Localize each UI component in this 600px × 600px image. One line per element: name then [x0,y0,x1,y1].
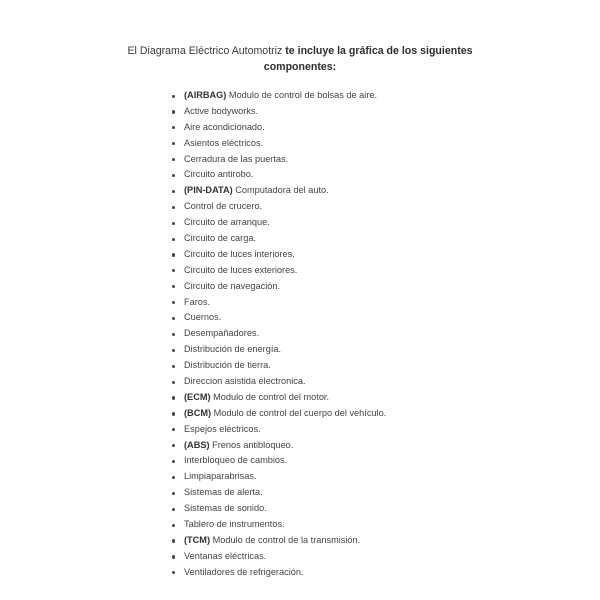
bullet-icon [172,539,175,542]
component-code: (AIRBAG) [184,90,227,100]
component-code: (ABS) [184,439,210,450]
bullet-icon [172,110,175,113]
component-list-item [172,88,386,104]
component-text: Ventanas eléctricas. [184,550,267,561]
bullet-icon [172,333,175,336]
component-text: Ventiladores de refrigeración. [184,566,304,577]
component-text: Modulo de control de la transmisión. [212,534,361,545]
intro-heading [120,43,480,75]
component-list-item [172,342,386,358]
bullet-icon [172,301,175,304]
component-text: Faros. [184,296,211,307]
component-text: Distribución de tierra. [184,360,271,371]
component-list-item [172,247,386,263]
component-text: Control de crucero. [184,201,263,212]
component-text: Espejos eléctricos. [184,423,261,434]
bullet-icon [172,222,175,225]
bullet-icon [172,460,175,463]
bullet-icon [172,253,175,256]
component-list-item [172,549,386,565]
bullet-icon [172,269,175,272]
component-text: Circuito de navegación. [184,280,281,291]
component-text: Aire acondicionado. [184,121,265,132]
component-list-item [172,453,386,469]
component-list-item [172,485,386,501]
bullet-icon [172,508,175,511]
bullet-icon [172,317,175,320]
component-list-item [172,215,386,231]
bullet-icon [172,412,175,415]
bullet-icon [172,126,175,129]
component-text: Circuito de luces interiores. [184,248,295,259]
component-list-item [172,422,386,438]
component-text: Modulo de control del motor. [213,391,330,402]
component-list-item [172,263,386,279]
component-text: Distribución de energía. [184,344,282,355]
bullet-icon [172,492,175,495]
component-list-item [172,104,386,120]
bullet-icon [172,190,175,193]
bullet-icon [172,476,175,479]
component-list-item [172,390,386,406]
component-list-item [172,199,386,215]
component-list-item [172,469,386,485]
component-text: Sistemas de alerta. [184,487,263,498]
component-list-item [172,279,386,295]
bullet-icon [172,365,175,368]
component-text: Asientos eléctricos. [184,137,264,148]
bullet-icon [172,238,175,241]
component-text: Cuernos. [184,312,222,323]
component-text: Modulo de control de bolsas de aire. [228,90,378,100]
component-code: (TCM) [184,534,211,545]
bullet-icon [172,349,175,352]
bullet-icon [172,396,175,399]
component-text: Active bodyworks. [184,105,259,116]
component-list-item [172,295,386,311]
component-list-item [172,310,386,326]
component-list-item [172,120,386,136]
bullet-icon [172,381,175,384]
component-list-item [172,136,386,152]
component-list-item [172,374,386,390]
bullet-icon [172,158,175,161]
component-text: Sistemas de sonido. [184,503,267,514]
component-list-item [172,565,386,581]
component-list-item [172,358,386,374]
component-text: Circuito de arranque. [184,217,270,228]
component-text: Circuito de luces exteriores. [184,264,298,275]
component-list-item [172,152,386,168]
component-text: Modulo de control del cuerpo del vehículo. [213,407,387,418]
component-text: Computadora del auto. [235,185,329,196]
component-code: (BCM) [184,407,212,418]
heading-intro-text: El Diagrama Eléctrico Automotriz [127,45,283,57]
component-text: Circuito antirobo. [184,169,254,180]
bullet-icon [172,206,175,209]
bullet-icon [172,555,175,558]
component-list-item [172,326,386,342]
component-list-item [172,231,386,247]
component-list-item [172,438,386,454]
bullet-icon [172,285,175,288]
component-list-item [172,406,386,422]
component-text: Tablero de instrumentos. [184,519,285,530]
component-list-item [172,167,386,183]
bullet-icon [172,428,175,431]
component-text: Direccion asistida electronica. [184,376,306,387]
bullet-icon [172,524,175,527]
component-text: Interbloqueo de cambios. [184,455,288,466]
component-text: Frenos antibloqueo. [212,439,294,450]
component-code: (PIN-DATA) [184,185,233,196]
component-code: (ECM) [184,391,211,402]
component-text: Circuito de carga. [184,233,257,244]
component-list-item [172,533,386,549]
bullet-icon [172,174,175,177]
heading-bold-text: te incluye la gráfica de los siguientes componentes: [263,45,473,73]
bullet-icon [172,444,175,447]
component-text: Desempañadores. [184,328,260,339]
component-text: Cerradura de las puertas. [184,153,289,164]
bullet-icon [172,571,175,574]
component-list [172,88,386,581]
bullet-icon [172,142,175,145]
bullet-icon [172,95,175,98]
component-text: Limpiaparabrisas. [184,471,257,482]
component-list-item [172,501,386,517]
component-list-item [172,183,386,199]
component-list-item [172,517,386,533]
